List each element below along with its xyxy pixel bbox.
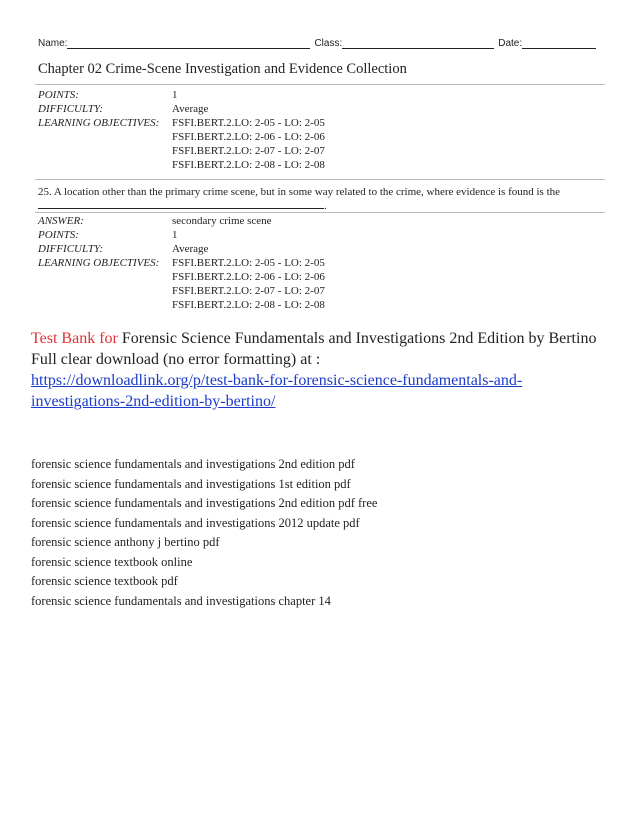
- keyword-item: forensic science textbook pdf: [31, 574, 178, 588]
- objective-item: FSFI.BERT.2.LO: 2-07 - LO: 2-07: [172, 145, 325, 157]
- points-value: 1: [172, 89, 178, 101]
- keyword-item: forensic science anthony j bertino pdf: [31, 535, 220, 549]
- keyword-item: forensic science fundamentals and investigations 2nd edition pdf free: [31, 496, 378, 510]
- divider: [35, 84, 605, 85]
- answer-label: ANSWER:: [38, 215, 84, 227]
- divider: [35, 179, 605, 180]
- worksheet-header: [38, 37, 602, 49]
- answer-blank: [38, 199, 324, 209]
- question-25-text: 25. A location other than the primary crime scene, but in some way related to the crime, where evidence is found is the: [38, 186, 561, 198]
- keyword-list: [31, 455, 377, 611]
- question-25: [38, 185, 608, 213]
- objectives-label: LEARNING OBJECTIVES:: [38, 257, 160, 269]
- objectives-list: [172, 116, 325, 172]
- name-field-line: [67, 37, 310, 49]
- objective-item: FSFI.BERT.2.LO: 2-06 - LO: 2-06: [172, 131, 325, 143]
- points-row: [38, 88, 325, 102]
- chapter-title: Chapter 02 Crime-Scene Investigation and Evidence Collection: [38, 61, 407, 77]
- promo-title: [31, 328, 611, 349]
- answer-value: secondary crime scene: [172, 215, 272, 227]
- difficulty-label: DIFFICULTY:: [38, 103, 104, 115]
- divider: [35, 212, 605, 213]
- promo-lead: Test Bank for: [31, 330, 118, 347]
- objectives-label: LEARNING OBJECTIVES:: [38, 117, 160, 129]
- objectives-list: [172, 256, 325, 312]
- question-25-metadata: [38, 214, 325, 312]
- objective-item: FSFI.BERT.2.LO: 2-05 - LO: 2-05: [172, 257, 325, 269]
- difficulty-value: Average: [172, 103, 209, 115]
- objective-item: FSFI.BERT.2.LO: 2-08 - LO: 2-08: [172, 159, 325, 171]
- points-value: 1: [172, 229, 178, 241]
- difficulty-value: Average: [172, 243, 209, 255]
- objective-item: FSFI.BERT.2.LO: 2-08 - LO: 2-08: [172, 299, 325, 311]
- download-link[interactable]: https://downloadlink.org/p/test-bank-for-forensic-science-fundamentals-and-investigations-2nd-edition-by-bertino/: [31, 372, 523, 410]
- objectives-row: [38, 116, 325, 172]
- difficulty-label: DIFFICULTY:: [38, 243, 104, 255]
- date-label: Date:: [498, 38, 523, 49]
- keyword-item: forensic science textbook online: [31, 554, 193, 569]
- promo-book-title: Forensic Science Fundamentals and Investigations 2nd Edition by Bertino: [117, 330, 597, 347]
- keyword-item: forensic science fundamentals and investigations 1st edition pdf: [31, 476, 351, 491]
- objective-item: FSFI.BERT.2.LO: 2-06 - LO: 2-06: [172, 271, 325, 283]
- class-field-line: [342, 37, 494, 49]
- answer-row: [38, 214, 325, 228]
- points-row: [38, 228, 325, 242]
- keyword-item: forensic science fundamentals and investigations 2nd edition pdf: [31, 457, 355, 471]
- difficulty-row: [38, 102, 325, 116]
- date-field-line: [522, 37, 596, 49]
- question-25-blank-line: [38, 199, 608, 213]
- class-label: Class:: [314, 38, 343, 49]
- objective-item: FSFI.BERT.2.LO: 2-05 - LO: 2-05: [172, 117, 325, 129]
- download-text: Full clear download (no error formatting) at :: [31, 351, 321, 368]
- objectives-row: [38, 256, 325, 312]
- question-24-metadata: [38, 88, 325, 172]
- objective-item: FSFI.BERT.2.LO: 2-07 - LO: 2-07: [172, 285, 325, 297]
- keyword-item: forensic science fundamentals and investigations 2012 update pdf: [31, 515, 360, 530]
- name-label: Name:: [38, 38, 68, 49]
- points-label: POINTS:: [38, 229, 79, 241]
- keyword-item: forensic science fundamentals and investigations chapter 14: [31, 593, 331, 608]
- blank-suffix: .: [324, 200, 327, 212]
- promo-block: [31, 328, 611, 412]
- points-label: POINTS:: [38, 89, 79, 101]
- difficulty-row: [38, 242, 325, 256]
